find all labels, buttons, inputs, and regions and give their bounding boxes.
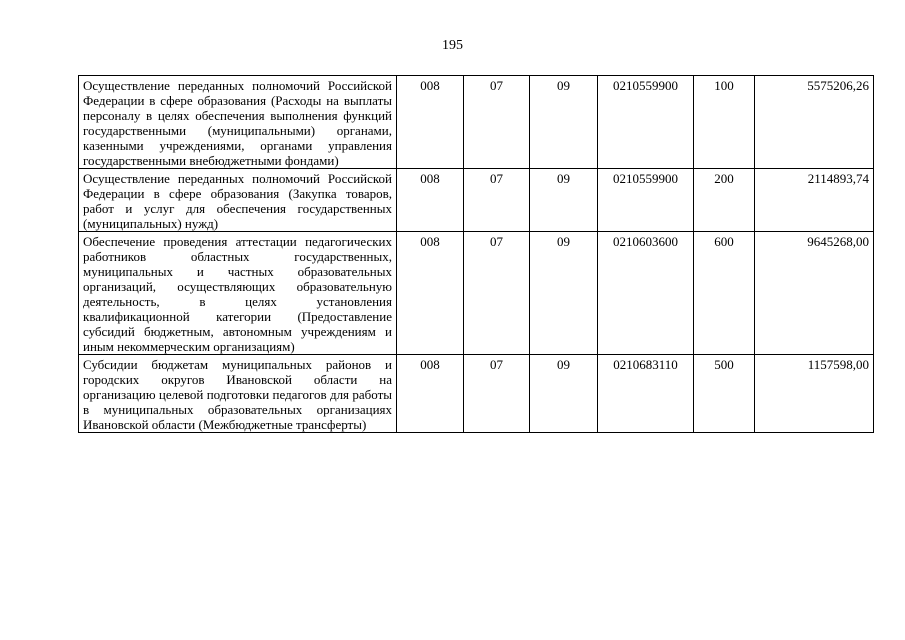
row-section: 07	[464, 232, 530, 355]
budget-table	[78, 75, 874, 433]
row-expense-type: 500	[694, 355, 755, 433]
row-target-code: 0210683110	[598, 355, 694, 433]
row-amount: 9645268,00	[755, 232, 874, 355]
row-admin-code: 008	[397, 355, 464, 433]
row-admin-code: 008	[397, 76, 464, 169]
row-expense-type: 600	[694, 232, 755, 355]
row-target-code: 0210559900	[598, 169, 694, 232]
row-admin-code: 008	[397, 232, 464, 355]
row-section: 07	[464, 355, 530, 433]
page-number: 195	[442, 38, 463, 53]
row-target-code: 0210559900	[598, 76, 694, 169]
row-description: Осуществление переданных полномочий Российской Федерации в сфере образования (Закупка товаров, работ и услуг для обеспечения государственных (муниципальных) нужд)	[79, 169, 397, 232]
row-subsection: 09	[530, 169, 598, 232]
table-row	[79, 169, 874, 232]
row-admin-code: 008	[397, 169, 464, 232]
row-amount: 1157598,00	[755, 355, 874, 433]
row-amount: 5575206,26	[755, 76, 874, 169]
table-row	[79, 76, 874, 169]
row-target-code: 0210603600	[598, 232, 694, 355]
row-subsection: 09	[530, 232, 598, 355]
row-section: 07	[464, 169, 530, 232]
row-amount: 2114893,74	[755, 169, 874, 232]
row-expense-type: 100	[694, 76, 755, 169]
row-subsection: 09	[530, 76, 598, 169]
row-description: Обеспечение проведения аттестации педагогических работников областных государственных, муниципальных и частных образовательных организаций, осуществляющих образовательную деятельность, в целях установления квалификационной категории (Предоставление субсидий бюджетным, автономным учреждениям и иным некоммерческим организациям)	[79, 232, 397, 355]
row-description: Осуществление переданных полномочий Российской Федерации в сфере образования (Расходы на выплаты персоналу в целях обеспечения выполнения функций государственными (муниципальными) органами, казенными учреждениями, органами управления государственными внебюджетными фондами)	[79, 76, 397, 169]
row-expense-type: 200	[694, 169, 755, 232]
row-subsection: 09	[530, 355, 598, 433]
row-section: 07	[464, 76, 530, 169]
row-description: Субсидии бюджетам муниципальных районов и городских округов Ивановской области на организацию целевой подготовки педагогов для работы в муниципальных образовательных организациях Ивановской области (Межбюджетные трансферты)	[79, 355, 397, 433]
table-row	[79, 355, 874, 433]
table-row	[79, 232, 874, 355]
